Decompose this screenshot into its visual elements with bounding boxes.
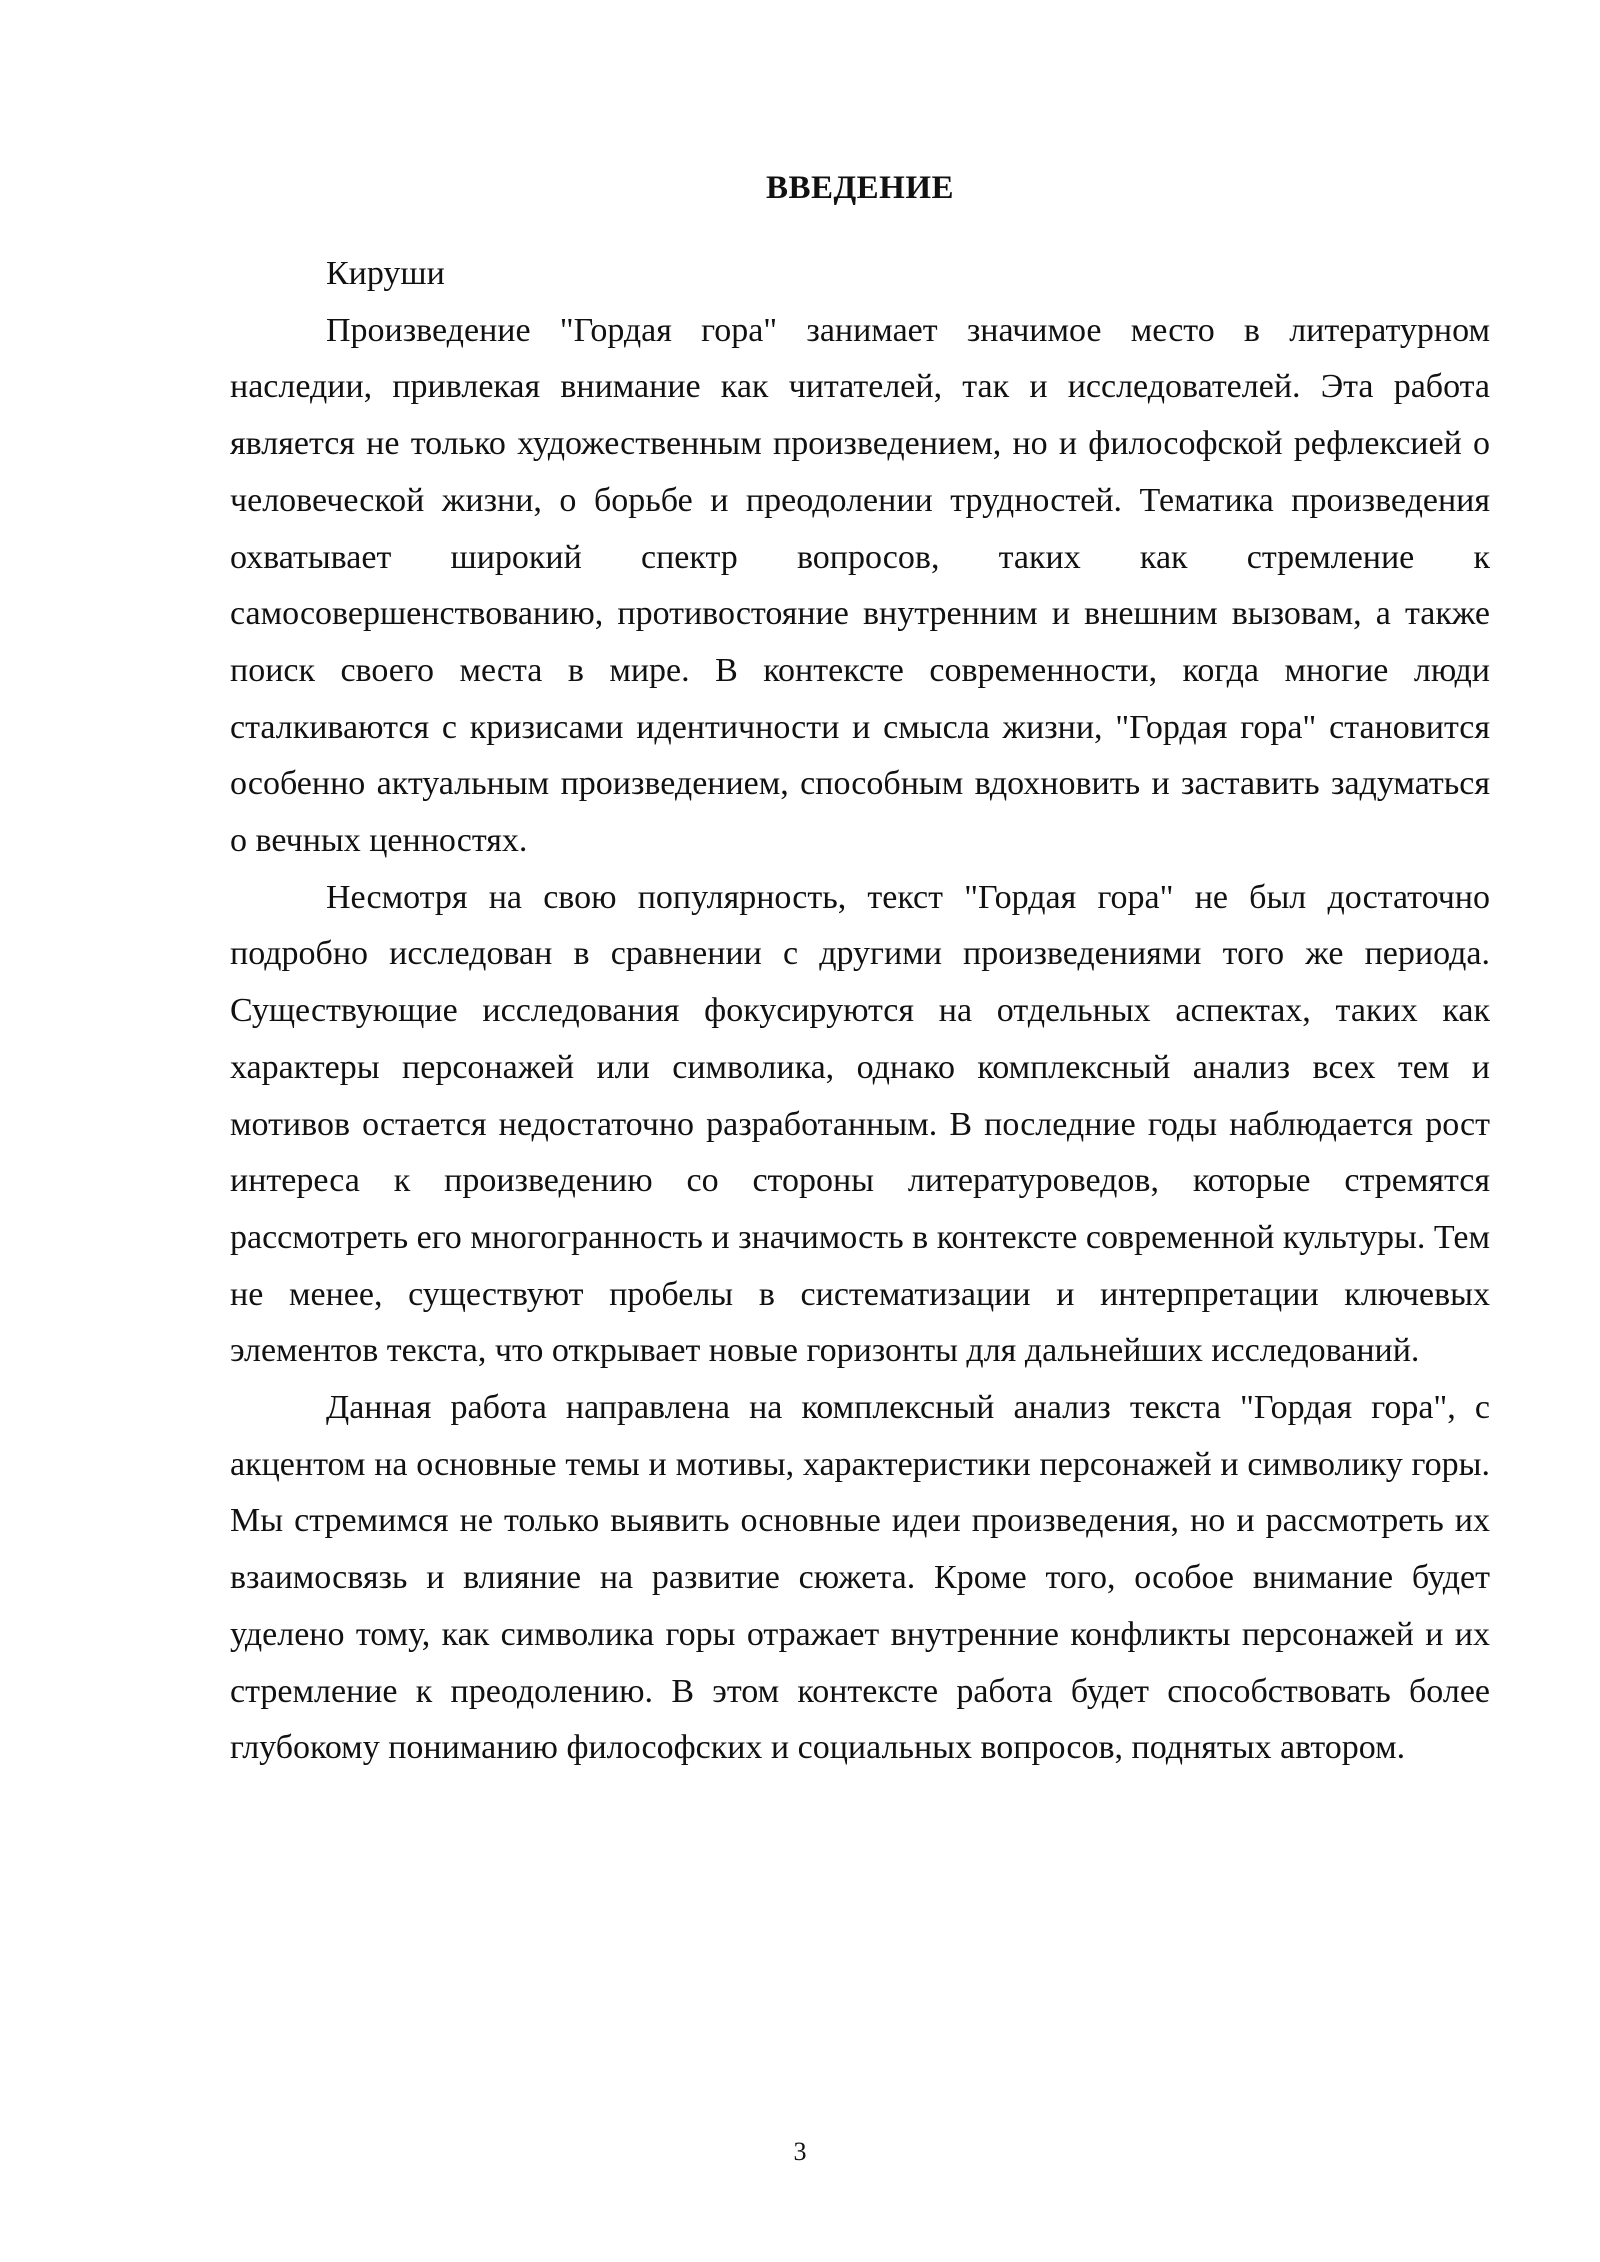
page-number: 3 xyxy=(793,2137,807,2166)
paragraph-research-gap: Несмотря на свою популярность, текст "Гордая гора" не был достаточно подробно исследован в сравнении с другими произведениями того же периода. Существующие исследования фокусируются на отдельных аспектах, таких как характеры персонажей или символика, однако комплексный анализ всех тем и мотивов остается недостаточно разработанным. В последние годы наблюдается рост интереса к произведению со стороны литературоведов, которые стремятся рассмотреть его многогранность и значимость в контексте современной культуры. Тем не менее, существуют пробелы в систематизации и интерпретации ключевых элементов текста, что открывает новые горизонты для дальнейших исследований. xyxy=(230,878,1490,1370)
paragraph-goals: Данная работа направлена на комплексный анализ текста "Гордая гора", с акцентом на основные темы и мотивы, характеристики персонажей и символику горы. Мы стремимся не только выявить основные идеи произведения, но и рассмотреть их взаимосвязь и влияние на развитие сюжета. Кроме того, особое внимание будет уделено тому, как символика горы отражает внутренние конфликты персонажей и их стремление к преодолению. В этом контексте работа будет способствовать более глубокому пониманию философских и социальных вопросов, поднятых автором. xyxy=(230,1389,1490,1767)
paragraph-intro: Произведение "Гордая гора" занимает значимое место в литературном наследии, привлекая внимание как читателей, так и исследователей. Эта работа является не только художественным произведением, но и философской рефлексией о человеческой жизни, о борьбе и преодолении трудностей. Тематика произведения охватывает широкий спектр вопросов, таких как стремление к самосовершенствованию, противостояние внутренним и внешним вызовам, а также поиск своего места в мире. В контексте современности, когда многие люди сталкиваются с кризисами идентичности и смысла жизни, "Гордая гора" становится особенно актуальным произведением, способным вдохновить и заставить задуматься о вечных ценностях. xyxy=(230,311,1490,860)
section-heading: ВВЕДЕНИЕ xyxy=(765,170,955,206)
page-content xyxy=(230,160,1490,1777)
paragraph-author: Кируши xyxy=(326,255,445,292)
